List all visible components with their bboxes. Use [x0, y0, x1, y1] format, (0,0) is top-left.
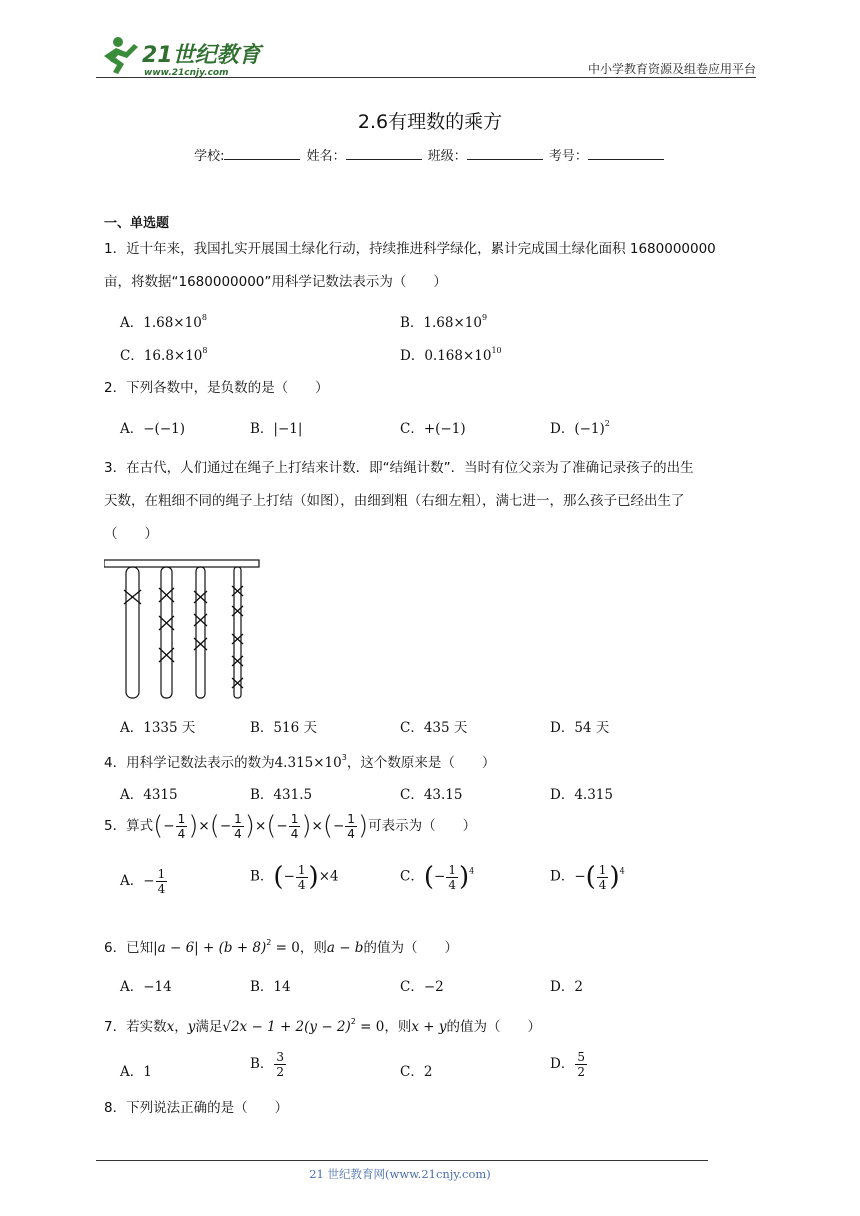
header-divider	[96, 77, 756, 78]
question-3-line-3: （ ）	[104, 526, 158, 542]
q1-option-c[interactable]: C．$16.8\times 10^8$	[120, 346, 208, 364]
exam-number-label: 考号：	[548, 149, 588, 164]
q3-option-a[interactable]: A．1335 天	[120, 720, 196, 736]
school-label: 学校:	[194, 149, 225, 164]
q5-option-a[interactable]: A．− $\frac{1}{4}$	[120, 867, 166, 896]
footer-link[interactable]: 21 世纪教育网(www.21cnjy.com)	[309, 1167, 491, 1181]
q2-option-d[interactable]: D．$(-1)^2$	[550, 419, 610, 437]
question-5: 5．算式(− $\frac{1}{4}$ )×(− $\frac{1}{4}$ )×(− $\frac{1}{4}$ )×(− $\frac{1}{4}$ )可表示为（ ）	[104, 811, 477, 841]
q6-option-d[interactable]: D．2	[550, 979, 583, 995]
logo-text: 21世纪教育	[142, 43, 261, 68]
q2-option-b[interactable]: B．|−1|	[250, 421, 303, 437]
q7-option-b[interactable]: B． $\frac{3}{2}$	[250, 1050, 285, 1079]
question-3-line-1: 3．在古代，人们通过在绳子上打结来计数．即“结绳计数”．当时有位父亲为了准确记录孩子的出生	[104, 460, 694, 476]
exam-number-blank[interactable]	[588, 147, 664, 160]
header-tag: 中小学教育资源及组卷应用平台	[587, 62, 756, 76]
q1-option-b[interactable]: B．$1.68\times 10^9$	[400, 313, 488, 331]
question-1	[104, 233, 764, 299]
q7-option-a[interactable]: A．1	[120, 1064, 152, 1080]
page-title: 2.6有理数的乘方	[357, 111, 503, 133]
q2-option-c[interactable]: C．+(−1)	[400, 421, 466, 437]
q5-option-b[interactable]: B．(− $\frac{1}{4}$ )×4	[250, 862, 339, 892]
q4-option-b[interactable]: B．431.5	[250, 787, 313, 803]
question-8: 8．下列说法正确的是（ ）	[104, 1100, 289, 1116]
name-blank[interactable]	[346, 147, 422, 160]
question-3	[104, 452, 764, 551]
q5-option-c[interactable]: C．(− $\frac{1}{4}$ )$^4$	[400, 862, 475, 892]
q5-option-d[interactable]: D．−( $\frac{1}{4}$ )$^4$	[550, 862, 625, 892]
student-info-row	[0, 145, 860, 164]
footer-divider	[96, 1160, 708, 1161]
logo-url-text: www.21cnjy.com	[144, 68, 229, 78]
question-1-line-2: 亩，将数据“1680000000”用科学记数法表示为（ ）	[104, 274, 447, 290]
question-1-line-1: 1．近十年来，我国扎实开展国土绿化行动，持续推进科学绿化，累计完成国土绿化面积 1680000000	[104, 241, 716, 257]
q7-option-d[interactable]: D． $\frac{5}{2}$	[550, 1050, 585, 1079]
question-2: 2．下列各数中，是负数的是（ ）	[104, 380, 329, 396]
section-heading: 一、单选题	[104, 216, 170, 231]
question-4: 4．用科学记数法表示的数为$4.315\times 10^3$，这个数原来是（ ）	[104, 753, 496, 771]
q4-option-d[interactable]: D．4.315	[550, 787, 613, 803]
q3-option-d[interactable]: D．54 天	[550, 720, 610, 736]
site-logo	[96, 34, 266, 78]
knot-counting-figure	[104, 558, 264, 707]
q2-option-a[interactable]: A．−(−1)	[120, 421, 185, 437]
q4-option-a[interactable]: A．4315	[120, 787, 178, 803]
q6-option-a[interactable]: A．−14	[120, 979, 172, 995]
name-label: 姓名：	[306, 149, 346, 164]
q6-option-c[interactable]: C．−2	[400, 979, 444, 995]
school-blank[interactable]	[224, 147, 300, 160]
q7-option-c[interactable]: C．2	[400, 1064, 433, 1080]
class-label: 班级：	[427, 149, 467, 164]
q3-option-b[interactable]: B．516 天	[250, 720, 317, 736]
class-blank[interactable]	[467, 147, 543, 160]
q1-option-d[interactable]: D．$0.168\times 10^{10}$	[400, 346, 502, 364]
q3-option-c[interactable]: C．435 天	[400, 720, 468, 736]
q4-option-c[interactable]: C．43.15	[400, 787, 463, 803]
question-6: 6．已知$|a - 6| + (b + 8)^2 = 0$，则a − b的值为（ ）	[104, 938, 458, 956]
q1-option-a[interactable]: A．$1.68\times 10^8$	[120, 313, 207, 331]
q6-option-b[interactable]: B．14	[250, 979, 291, 995]
question-7: 7．若实数x，y满足$√2x - 1 + 2(y - 2)^2 = 0$，则x + y的值为（ ）	[104, 1017, 541, 1035]
question-3-line-2: 天数，在粗细不同的绳子上打结（如图），由细到粗（右细左粗），满七进一，那么孩子已经出生了	[104, 493, 685, 509]
